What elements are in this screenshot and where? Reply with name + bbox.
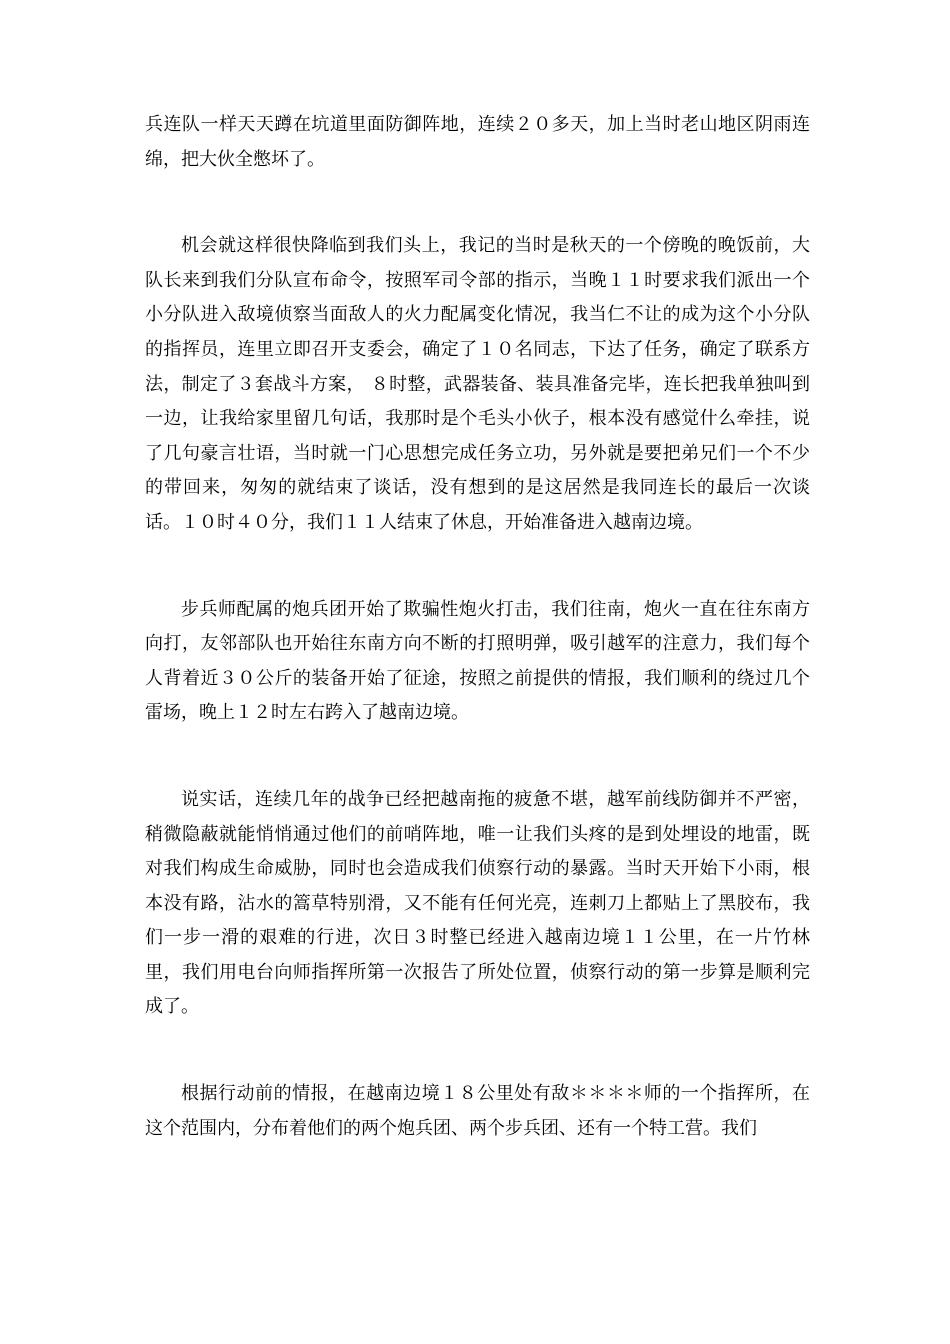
paragraph-3: 步兵师配属的炮兵团开始了欺骗性炮火打击，我们往南，炮火一直在往东南方向打，友邻部队也开始往东南方向不断的打照明弹，吸引越军的注意力，我们每个人背着近３０公斤的装备开始了征途，按照之前提供的情报，我们顺利的绕过几个雷场，晚上１２时左右跨入了越南边境。 [145, 598, 810, 724]
paragraph-5: 根据行动前的情报，在越南边境１８公里处有敌＊＊＊＊师的一个指挥所，在这个范围内，分布着他们的两个炮兵团、两个步兵团、还有一个特工营。我们 [145, 1083, 810, 1139]
paragraph-1: 兵连队一样天天蹲在坑道里面防御阵地，连续２０多天，加上当时老山地区阴雨连绵，把大伙全憋坏了。 [145, 114, 810, 170]
paragraph-2: 机会就这样很快降临到我们头上，我记的当时是秋天的一个傍晚的晚饭前，大队长来到我们分队宣布命令，按照军司令部的指示，当晚１１时要求我们派出一个小分队进入敌境侦察当面敌人的火力配属变化情况，我当仁不让的成为这个小分队的指挥员，连里立即召开支委会，确定了１０名同志，下达了任务，确定了联系方法，制定了３套战斗方案， ８时整，武器装备、装具准备完毕，连长把我单独叫到一边，让我给家里留几句话，我那时是个毛头小伙子，根本没有感觉什么牵挂，说了几句豪言壮语，当时就一门心思想完成任务立功，另外就是要把弟兄们一个不少的带回来，匆匆的就结束了谈话，没有想到的是这居然是我同连长的最后一次谈话。１０时４０分，我们１１人结束了休息，开始准备进入越南边境。 [145, 235, 810, 533]
paragraph-4: 说实话，连续几年的战争已经把越南拖的疲惫不堪，越军前线防御并不严密，稍微隐蔽就能悄悄通过他们的前哨阵地，唯一让我们头疼的是到处埋设的地雷，既对我们构成生命威胁，同时也会造成我们侦察行动的暴露。当时天开始下小雨，根本没有路，沾水的篙草特别滑，又不能有任何光亮，连刺刀上都贴上了黑胶布，我们一步一滑的艰难的行进，次日３时整已经进入越南边境１１公里，在一片竹林里，我们用电台向师指挥所第一次报告了所处位置，侦察行动的第一步算是顺利完成了。 [145, 788, 810, 1018]
document-body [145, 108, 810, 1198]
